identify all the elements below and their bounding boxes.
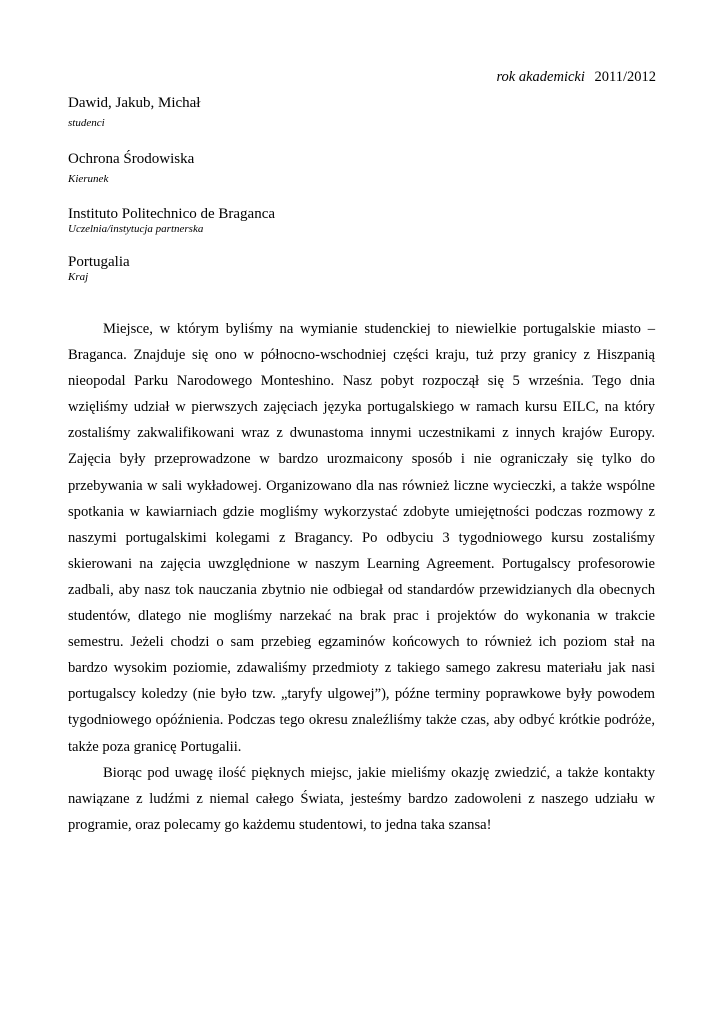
academic-year-label: rok akademicki	[496, 69, 585, 85]
institution-caption: Uczelnia/instytucja partnerska	[68, 223, 204, 235]
direction-value: Ochrona Środowiska	[68, 151, 195, 167]
report-body	[68, 316, 655, 838]
students-field	[68, 94, 200, 130]
institution-value: Instituto Politechnico de Braganca	[68, 206, 276, 222]
institution-field	[68, 205, 275, 236]
country-field	[68, 253, 130, 284]
body-paragraph-2: Biorąc pod uwagę ilość pięknych miejsc, jakie mieliśmy okazję zwiedzić, a także kontakty nawiązane z ludźmi z niemal całego Świata, jesteśmy bardzo zadowoleni z naszego udziału w programie, oraz polecamy go każdemu studentowi, to jedna taka szansa!	[68, 764, 655, 833]
direction-caption: Kierunek	[68, 173, 109, 185]
academic-year	[496, 69, 656, 86]
students-value: Dawid, Jakub, Michał	[68, 95, 201, 111]
students-caption: studenci	[68, 117, 105, 129]
body-paragraph-1: Miejsce, w którym byliśmy na wymianie studenckiej to niewielkie portugalskie miasto – Braganca. Znajduje się ono w północno-wschodniej części kraju, tuż przy granicy z Hiszpanią nieopodal Parku Narodowego Monteshino. Nasz pobyt rozpoczął się 5 września. Tego dnia wzięliśmy udział w pierwszych zajęciach języka portugalskiego w ramach kursu EILC, na który zostaliśmy zakwalifikowani wraz z dwunastoma innymi uczestnikami z innych krajów Europy. Zajęcia były przeprowadzone w bardzo urozmaicony sposób i nie ograniczały się tylko do przebywania w sali wykładowej. Organizowano dla nas również liczne wycieczki, a także wspólne spotkania w kawiarniach gdzie mogliśmy wykorzystać zdobyte umiejętności podczas rozmowy z naszymi portugalskimi kolegami z Bragancy. Po odbyciu 3 tygodniowego kursu zostaliśmy skierowani na zajęcia uwzględnione w naszym Learning Agreement. Portugalscy profesorowie zadbali, aby nasz tok nauczania zbytnio nie odbiegał od standardów przewidzianych dla obecnych studentów, dlatego nie mogliśmy narzekać na brak prac i projektów do wykonania w trakcie semestru. Jeżeli chodzi o sam przebieg egzaminów końcowych to również ich poziom stał na bardzo wysokim poziomie, zdawaliśmy przedmioty z takiego samego zakresu materiału jak nasi portugalscy koledzy (nie było tzw. „taryfy ulgowej”), późne terminy poprawkowe były powodem tygodniowego opóźnienia. Podczas tego okresu znaleźliśmy także czas, aby odbyć krótkie podróże, także poza granicę Portugalii.	[68, 321, 655, 755]
direction-field	[68, 150, 194, 186]
academic-year-value: 2011/2012	[594, 69, 656, 85]
country-value: Portugalia	[68, 254, 130, 270]
country-caption: Kraj	[68, 271, 89, 283]
